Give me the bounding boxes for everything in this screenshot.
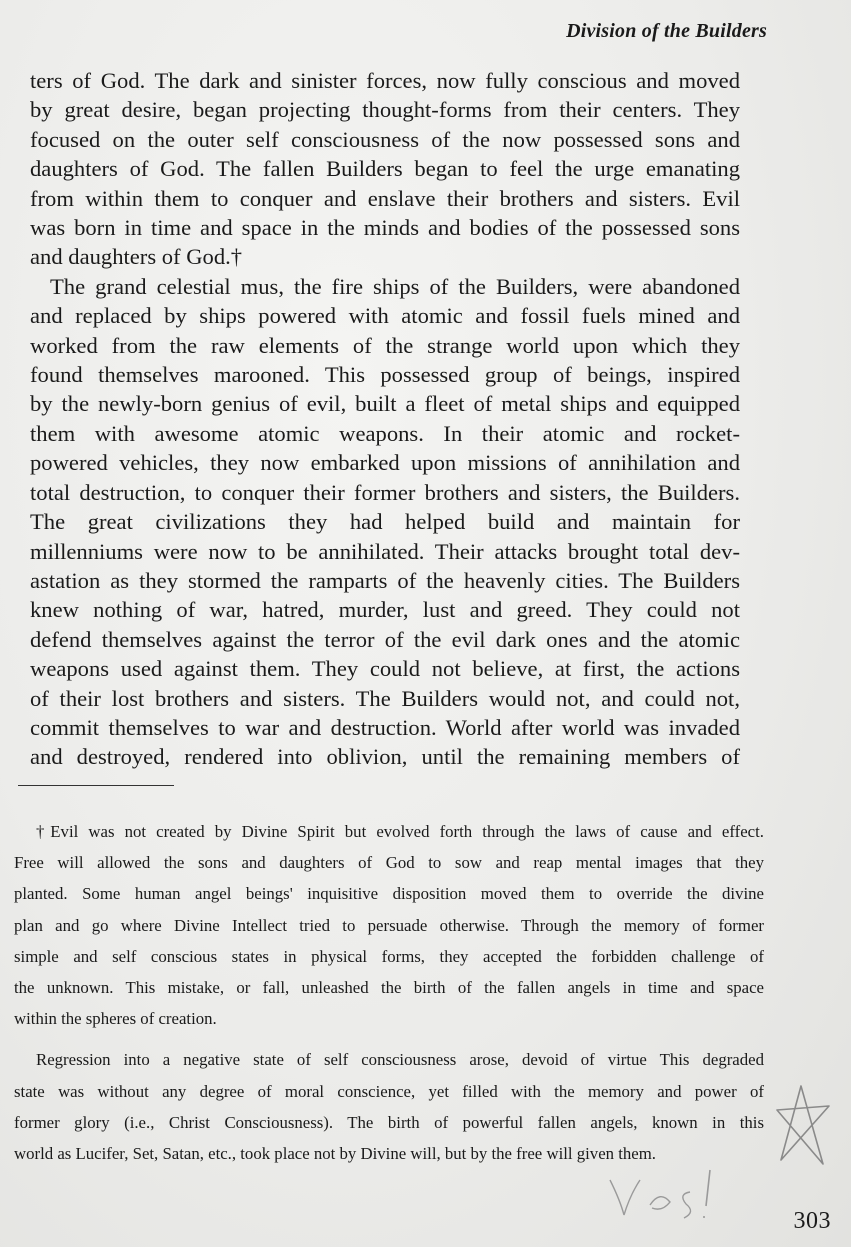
footnote-line: †Evil was not created by Divine Spirit but evolved forth through the laws of cause and effect. xyxy=(36,822,764,841)
text-line: found themselves marooned. This possessed group of beings, inspired xyxy=(30,362,740,388)
page-number: 303 xyxy=(793,1208,831,1234)
text-line: commit themselves to war and destruction. World after world was invaded xyxy=(30,714,740,740)
text-line: daughters of God. The fallen Builders began to feel the urge emanating xyxy=(30,156,740,182)
text-line: powered vehicles, they now embarked upon missions of annihilation and xyxy=(30,450,740,476)
text-line: them with awesome atomic weapons. In their atomic and rocket- xyxy=(30,420,740,446)
footnote-rule xyxy=(18,785,174,786)
text-line: ters of God. The dark and sinister forces, now fully conscious and moved xyxy=(30,68,740,93)
footnote-line: world as Lucifer, Set, Satan, etc., took place not by Divine will, but by the free will given them. xyxy=(14,1144,656,1164)
running-header: Division of the Builders xyxy=(566,20,767,42)
footnote-line: Regression into a negative state of self consciousness arose, devoid of virtue This degraded xyxy=(36,1050,764,1070)
text-line: and replaced by ships powered with atomic and fossil fuels mined and xyxy=(30,303,740,329)
footnote-paragraph xyxy=(14,816,764,1034)
text-line: total destruction, to conquer their former brothers and sisters, the Builders. xyxy=(30,479,740,505)
text-line: and daughters of God.† xyxy=(30,244,243,270)
footnote-line: state was without any degree of moral conscience, yet filled with the memory and power of xyxy=(14,1081,764,1101)
footnote-line: former glory (i.e., Christ Consciousness). The birth of powerful fallen angels, known in this xyxy=(14,1112,764,1132)
text-line: focused on the outer self consciousness of the now possessed sons and xyxy=(30,126,740,152)
footnote-paragraph xyxy=(14,1044,764,1169)
footnotes xyxy=(14,816,764,1179)
footnote-line: Free will allowed the sons and daughters of God to sow and reap mental images that they xyxy=(14,853,764,873)
footnote-line: simple and self conscious states in physical forms, they accepted the forbidden challenge of xyxy=(14,946,764,966)
text-line: from within them to conquer and enslave their brothers and sisters. Evil xyxy=(30,185,740,211)
text-line: defend themselves against the terror of the evil dark ones and the atomic xyxy=(30,626,740,652)
text-line: The grand celestial mus, the fire ships of the Builders, were abandoned xyxy=(50,273,740,299)
main-text xyxy=(30,66,740,772)
text-line: of their lost brothers and sisters. The Builders would not, and could not, xyxy=(30,685,740,711)
footnote-line: the unknown. This mistake, or fall, unleashed the birth of the fallen angels in time and space xyxy=(14,978,764,998)
text-line: astation as they stormed the ramparts of the heavenly cities. The Builders xyxy=(30,567,740,593)
footnote-line: plan and go where Divine Intellect tried to persuade otherwise. Through the memory of former xyxy=(14,915,764,935)
text-line: by the newly-born genius of evil, built a fleet of metal ships and equipped xyxy=(30,391,740,417)
text-line: by great desire, began projecting thought-forms from their centers. They xyxy=(30,97,740,123)
text-line: worked from the raw elements of the strange world upon which they xyxy=(30,332,740,358)
text-line: knew nothing of war, hatred, murder, lust and greed. They could not xyxy=(30,597,740,623)
text-line: The great civilizations they had helped build and maintain for xyxy=(30,509,740,535)
text-line: and destroyed, rendered into oblivion, until the remaining members of xyxy=(30,744,740,770)
text-line: weapons used against them. They could not believe, at first, the actions xyxy=(30,656,740,682)
footnote-line: planted. Some human angel beings' inquisitive disposition moved them to override the divine xyxy=(14,884,764,904)
pencil-scribble xyxy=(600,1160,740,1230)
pencil-star-mark xyxy=(771,1080,833,1170)
text-line: was born in time and space in the minds and bodies of the possessed sons xyxy=(30,215,740,241)
text-line: millenniums were now to be annihilated. Their attacks brought total dev- xyxy=(30,538,740,564)
footnote-line: within the spheres of creation. xyxy=(14,1009,217,1029)
